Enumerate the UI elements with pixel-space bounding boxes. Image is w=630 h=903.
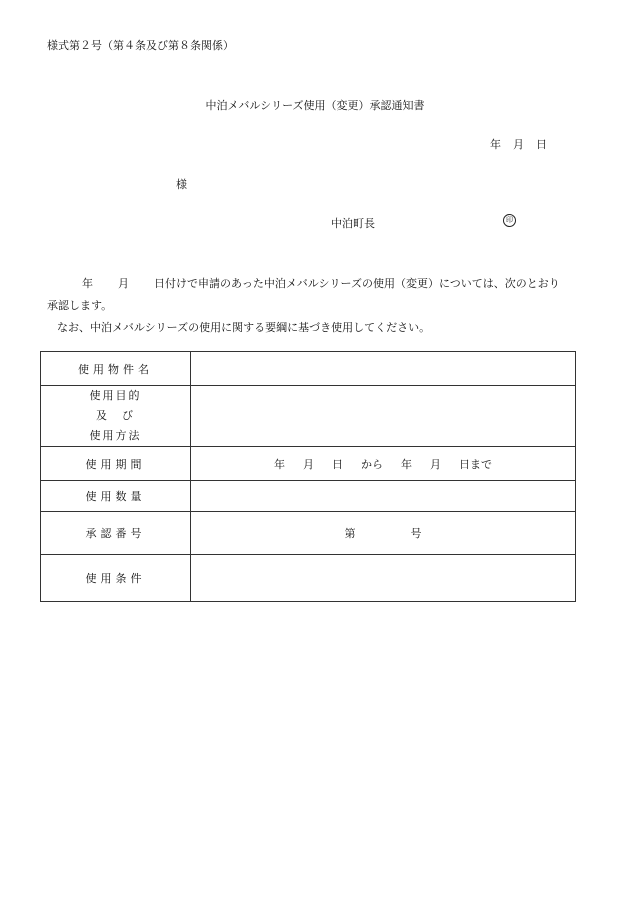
label-approval-number: 承認番号: [41, 512, 191, 555]
value-quantity: [191, 481, 576, 512]
label-purpose: 使用目的: [89, 389, 142, 402]
table-row: [41, 512, 576, 555]
document-title: 中泊メバルシリーズ使用（変更）承認通知書: [205, 99, 425, 112]
value-period: [191, 447, 576, 481]
body-line-2: 承認します。: [47, 299, 113, 312]
value-item-name: [191, 352, 576, 386]
table-row: [41, 555, 576, 602]
period-end-month: 月: [430, 457, 441, 471]
period-start-month: 月: [303, 457, 314, 471]
period-end-year: 年: [401, 457, 412, 471]
body-month: 月: [118, 277, 129, 290]
label-conditions: 使用条件: [41, 555, 191, 602]
date-day: 日: [536, 138, 547, 151]
label-and: 及 び: [96, 409, 135, 422]
value-approval-number: [191, 512, 576, 555]
date-month: 月: [513, 138, 524, 151]
issue-date: [490, 136, 559, 152]
table-row: [41, 386, 576, 447]
form-number: 様式第２号（第４条及び第８条関係）: [47, 39, 234, 52]
approval-gou: 号: [410, 527, 422, 540]
value-purpose-method: [191, 386, 576, 447]
label-method: 使用方法: [89, 429, 142, 442]
notice-body: [47, 273, 587, 339]
label-purpose-method: [41, 386, 191, 447]
body-line-1: [47, 273, 587, 295]
recipient-suffix: 様: [176, 178, 187, 191]
table-row: [41, 481, 576, 512]
table-row: [41, 352, 576, 386]
period-until: 日まで: [459, 457, 492, 471]
label-quantity: 使用数量: [41, 481, 191, 512]
approval-dai: 第: [344, 527, 356, 540]
body-line-3: なお、中泊メバルシリーズの使用に関する要綱に基づき使用してください。: [57, 321, 431, 334]
seal-mark: 印: [503, 214, 516, 227]
approval-table: [40, 351, 576, 602]
period-from: から: [361, 457, 383, 471]
table-row: [41, 447, 576, 481]
period-start-day: 日: [332, 457, 343, 471]
issuer-name: 中泊町長: [331, 217, 375, 230]
label-item-name: 使用物件名: [41, 352, 191, 386]
label-period: 使用期間: [41, 447, 191, 481]
body-year: 年: [82, 277, 93, 290]
period-start-year: 年: [274, 457, 285, 471]
value-conditions: [191, 555, 576, 602]
date-year: 年: [490, 138, 501, 151]
body-line-1-text: 日付けで申請のあった中泊メバルシリーズの使用（変更）については、次のとおり: [154, 277, 560, 290]
